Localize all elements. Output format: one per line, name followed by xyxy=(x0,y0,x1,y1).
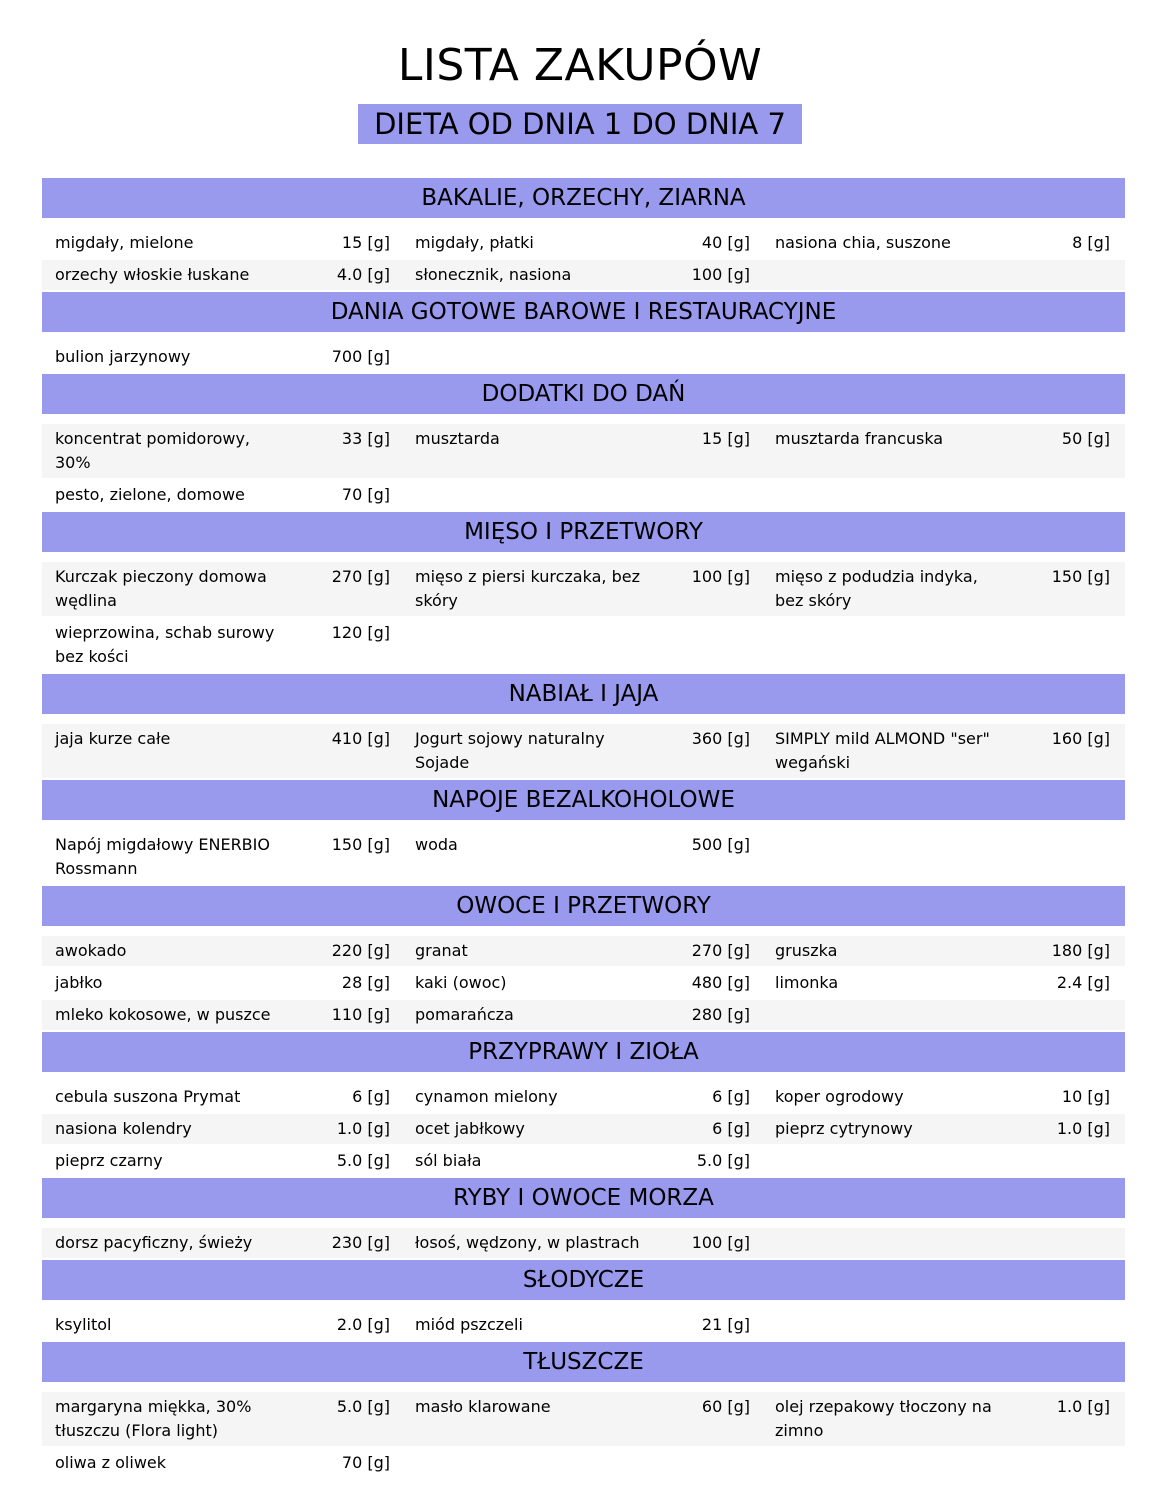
item-quantity: 150 [g] xyxy=(1051,567,1110,586)
item-name: jabłko xyxy=(55,973,103,992)
item-cell xyxy=(55,621,390,669)
item-name: miód pszczeli xyxy=(415,1315,523,1334)
item-cell xyxy=(55,427,390,475)
item-quantity: 5.0 [g] xyxy=(336,1151,390,1170)
item-row xyxy=(42,562,1125,616)
item-quantity: 1.0 [g] xyxy=(1056,1119,1110,1138)
item-quantity: 1.0 [g] xyxy=(336,1119,390,1138)
item-name: gruszka xyxy=(775,941,838,960)
item-cell xyxy=(415,1149,750,1173)
item-quantity: 6 [g] xyxy=(352,1087,390,1106)
item-quantity: 480 [g] xyxy=(691,973,750,992)
item-cell-empty xyxy=(775,1149,1110,1173)
item-name: awokado xyxy=(55,941,127,960)
item-name: pieprz czarny xyxy=(55,1151,163,1170)
section-header: NAPOJE BEZALKOHOLOWE xyxy=(42,780,1125,820)
item-quantity: 28 [g] xyxy=(341,973,390,992)
item-quantity: 700 [g] xyxy=(331,347,390,366)
item-name: Kurczak pieczony domowa wędlina xyxy=(55,567,267,610)
item-name: olej rzepakowy tłoczony na zimno xyxy=(775,1397,992,1440)
section-header: SŁODYCZE xyxy=(42,1260,1125,1300)
item-row xyxy=(42,1114,1125,1144)
section-header: NABIAŁ I JAJA xyxy=(42,674,1125,714)
item-quantity: 120 [g] xyxy=(331,623,390,642)
item-quantity: 6 [g] xyxy=(712,1119,750,1138)
item-cell xyxy=(775,565,1110,613)
subtitle-wrap xyxy=(0,104,1160,144)
item-cell xyxy=(415,427,750,475)
item-name: masło klarowane xyxy=(415,1397,551,1416)
item-quantity: 180 [g] xyxy=(1051,941,1110,960)
item-name: dorsz pacyficzny, świeży xyxy=(55,1233,253,1252)
item-cell xyxy=(775,727,1110,775)
item-name: SIMPLY mild ALMOND "ser" wegański xyxy=(775,729,990,772)
section-header: TŁUSZCZE xyxy=(42,1342,1125,1382)
item-quantity: 410 [g] xyxy=(331,729,390,748)
item-row xyxy=(42,228,1125,258)
item-name: kaki (owoc) xyxy=(415,973,507,992)
item-cell-empty xyxy=(415,1451,750,1475)
item-cell xyxy=(55,939,390,963)
item-name: ocet jabłkowy xyxy=(415,1119,525,1138)
item-quantity: 280 [g] xyxy=(691,1005,750,1024)
item-cell xyxy=(415,971,750,995)
item-cell xyxy=(415,1231,750,1255)
item-row xyxy=(42,1082,1125,1112)
item-name: nasiona chia, suszone xyxy=(775,233,951,252)
item-quantity: 100 [g] xyxy=(691,567,750,586)
item-cell xyxy=(55,483,390,507)
item-row xyxy=(42,1448,1125,1478)
item-cell-empty xyxy=(415,345,750,369)
item-quantity: 100 [g] xyxy=(691,265,750,284)
item-cell-empty xyxy=(775,345,1110,369)
item-quantity: 6 [g] xyxy=(712,1087,750,1106)
item-quantity: 500 [g] xyxy=(691,835,750,854)
item-cell xyxy=(55,1231,390,1255)
item-quantity: 21 [g] xyxy=(701,1315,750,1334)
item-quantity: 160 [g] xyxy=(1051,729,1110,748)
item-cell xyxy=(775,1117,1110,1141)
item-cell xyxy=(775,971,1110,995)
item-cell xyxy=(55,1313,390,1337)
item-row xyxy=(42,618,1125,672)
item-name: granat xyxy=(415,941,468,960)
item-cell xyxy=(775,231,1110,255)
item-cell xyxy=(55,1085,390,1109)
item-cell xyxy=(55,565,390,613)
item-name: mięso z podudzia indyka, bez skóry xyxy=(775,567,978,610)
item-cell-empty xyxy=(775,621,1110,669)
item-cell xyxy=(55,263,390,287)
item-row xyxy=(42,260,1125,290)
item-row xyxy=(42,1146,1125,1176)
item-name: ksylitol xyxy=(55,1315,112,1334)
item-name: woda xyxy=(415,835,458,854)
item-quantity: 150 [g] xyxy=(331,835,390,854)
item-name: musztarda xyxy=(415,429,500,448)
item-name: pomarańcza xyxy=(415,1005,514,1024)
item-quantity: 2.4 [g] xyxy=(1056,973,1110,992)
item-name: Napój migdałowy ENERBIO Rossmann xyxy=(55,835,270,878)
item-cell-empty xyxy=(775,1231,1110,1255)
item-cell-empty xyxy=(775,263,1110,287)
item-cell-empty xyxy=(415,621,750,669)
item-name: mleko kokosowe, w puszce xyxy=(55,1005,271,1024)
item-quantity: 1.0 [g] xyxy=(1056,1397,1110,1416)
item-row xyxy=(42,968,1125,998)
item-cell xyxy=(55,727,390,775)
item-row xyxy=(42,424,1125,478)
item-quantity: 360 [g] xyxy=(691,729,750,748)
item-cell-empty xyxy=(775,1003,1110,1027)
item-quantity: 70 [g] xyxy=(341,485,390,504)
item-cell xyxy=(55,971,390,995)
item-name: Jogurt sojowy naturalny Sojade xyxy=(415,729,605,772)
item-quantity: 50 [g] xyxy=(1061,429,1110,448)
item-quantity: 230 [g] xyxy=(331,1233,390,1252)
item-row xyxy=(42,1310,1125,1340)
item-quantity: 40 [g] xyxy=(701,233,750,252)
section-header: DODATKI DO DAŃ xyxy=(42,374,1125,414)
item-cell-empty xyxy=(775,833,1110,881)
item-name: cebula suszona Prymat xyxy=(55,1087,241,1106)
item-name: nasiona kolendry xyxy=(55,1119,192,1138)
item-cell xyxy=(415,1395,750,1443)
item-quantity: 270 [g] xyxy=(691,941,750,960)
item-quantity: 100 [g] xyxy=(691,1233,750,1252)
item-name: sól biała xyxy=(415,1151,482,1170)
item-cell xyxy=(55,231,390,255)
item-cell xyxy=(415,727,750,775)
item-name: pesto, zielone, domowe xyxy=(55,485,245,504)
item-quantity: 15 [g] xyxy=(341,233,390,252)
item-cell-empty xyxy=(415,483,750,507)
sections-container xyxy=(42,178,1125,1510)
page-subtitle: DIETA OD DNIA 1 DO DNIA 7 xyxy=(358,104,802,144)
item-quantity: 60 [g] xyxy=(701,1397,750,1416)
item-cell xyxy=(415,1313,750,1337)
item-name: musztarda francuska xyxy=(775,429,944,448)
item-name: koncentrat pomidorowy, 30% xyxy=(55,429,250,472)
item-row xyxy=(42,724,1125,778)
item-cell xyxy=(55,833,390,881)
item-name: margaryna miękka, 30% tłuszczu (Flora light) xyxy=(55,1397,252,1440)
item-row xyxy=(42,1000,1125,1030)
item-cell xyxy=(55,1395,390,1443)
item-name: cynamon mielony xyxy=(415,1087,558,1106)
item-quantity: 15 [g] xyxy=(701,429,750,448)
section-header: DANIA GOTOWE BAROWE I RESTAURACYJNE xyxy=(42,292,1125,332)
item-name: oliwa z oliwek xyxy=(55,1453,167,1472)
item-cell xyxy=(55,1149,390,1173)
item-quantity: 270 [g] xyxy=(331,567,390,586)
item-name: jaja kurze całe xyxy=(55,729,171,748)
item-row xyxy=(42,1228,1125,1258)
item-name: limonka xyxy=(775,973,839,992)
item-quantity: 110 [g] xyxy=(331,1005,390,1024)
item-row xyxy=(42,480,1125,510)
item-name: słonecznik, nasiona xyxy=(415,265,572,284)
item-cell xyxy=(415,231,750,255)
item-cell xyxy=(55,1451,390,1475)
page-header xyxy=(0,0,1160,144)
item-name: łosoś, wędzony, w plastrach xyxy=(415,1233,640,1252)
item-row xyxy=(42,830,1125,884)
item-name: wieprzowina, schab surowy bez kości xyxy=(55,623,275,666)
item-cell xyxy=(415,833,750,881)
section-header: RYBY I OWOCE MORZA xyxy=(42,1178,1125,1218)
item-cell xyxy=(415,1003,750,1027)
item-cell-empty xyxy=(775,483,1110,507)
item-name: koper ogrodowy xyxy=(775,1087,904,1106)
item-quantity: 5.0 [g] xyxy=(336,1397,390,1416)
item-cell xyxy=(415,565,750,613)
item-cell xyxy=(775,427,1110,475)
item-name: migdały, płatki xyxy=(415,233,534,252)
section-header: PRZYPRAWY I ZIOŁA xyxy=(42,1032,1125,1072)
item-cell xyxy=(415,1085,750,1109)
item-cell xyxy=(415,939,750,963)
item-quantity: 8 [g] xyxy=(1072,233,1110,252)
item-cell-empty xyxy=(775,1451,1110,1475)
section-header: MIĘSO I PRZETWORY xyxy=(42,512,1125,552)
item-cell xyxy=(775,1085,1110,1109)
section-header: OWOCE I PRZETWORY xyxy=(42,886,1125,926)
item-cell xyxy=(775,1395,1110,1443)
item-cell xyxy=(775,939,1110,963)
item-quantity: 10 [g] xyxy=(1061,1087,1110,1106)
item-name: mięso z piersi kurczaka, bez skóry xyxy=(415,567,640,610)
item-quantity: 5.0 [g] xyxy=(696,1151,750,1170)
item-cell xyxy=(55,345,390,369)
item-row xyxy=(42,342,1125,372)
item-quantity: 33 [g] xyxy=(341,429,390,448)
item-quantity: 2.0 [g] xyxy=(336,1315,390,1334)
item-name: bulion jarzynowy xyxy=(55,347,191,366)
item-name: migdały, mielone xyxy=(55,233,194,252)
item-row xyxy=(42,936,1125,966)
item-cell xyxy=(415,263,750,287)
item-quantity: 70 [g] xyxy=(341,1453,390,1472)
item-row xyxy=(42,1392,1125,1446)
item-quantity: 220 [g] xyxy=(331,941,390,960)
page-title: LISTA ZAKUPÓW xyxy=(397,40,763,91)
item-cell xyxy=(55,1003,390,1027)
item-quantity: 4.0 [g] xyxy=(336,265,390,284)
item-name: pieprz cytrynowy xyxy=(775,1119,913,1138)
item-name: orzechy włoskie łuskane xyxy=(55,265,250,284)
item-cell xyxy=(55,1117,390,1141)
item-cell xyxy=(415,1117,750,1141)
item-cell-empty xyxy=(775,1313,1110,1337)
section-header: BAKALIE, ORZECHY, ZIARNA xyxy=(42,178,1125,218)
